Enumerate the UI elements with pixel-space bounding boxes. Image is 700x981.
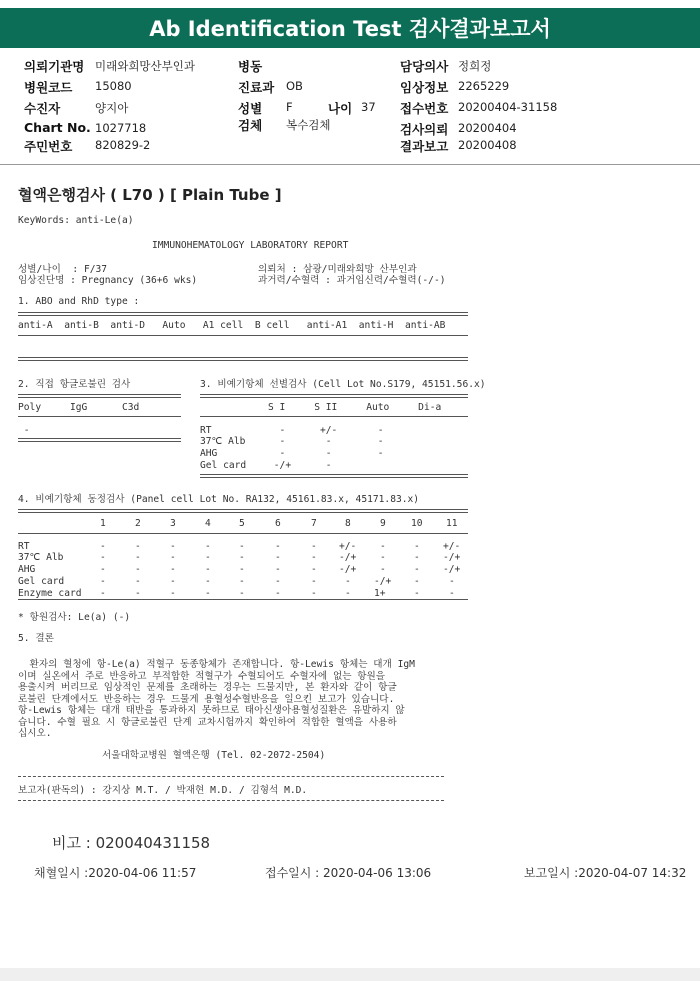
- dat-header: Poly IgG C3d: [18, 402, 140, 413]
- requester-line: 의뢰처 : 삼광/미래와희망 산부인과: [258, 264, 417, 275]
- panel-cell: -: [239, 552, 245, 563]
- panel-cell: -: [205, 552, 211, 563]
- panel-cell: -: [170, 552, 176, 563]
- conclusion-line: 십시오.: [18, 728, 52, 739]
- patient-label: 수진자: [24, 101, 61, 116]
- screen-row-name: RT: [200, 425, 212, 436]
- divider: [18, 312, 468, 316]
- panel-col-header: 1: [100, 518, 106, 529]
- divider: [18, 438, 181, 442]
- panel-cell: -: [100, 576, 106, 587]
- conclusion-line: 환자의 혈청에 항-Le(a) 적혈구 동종항체가 존재합니다. 항-Lewis 항체는 대개 IgM: [18, 659, 415, 670]
- panel-row-name: Enzyme card: [18, 588, 82, 599]
- panel-cell: -: [135, 588, 141, 599]
- conclusion-line: 용출시켜 버리므로 임상적인 문제를 초래하는 경우는 드물지만, 본 환자와 같이 항글: [18, 682, 397, 693]
- divider: [200, 416, 468, 417]
- panel-row-name: RT: [18, 541, 30, 552]
- dat-title: 2. 직접 항글로불린 검사: [18, 379, 131, 390]
- abo-title: 1. ABO and RhD type :: [18, 296, 140, 307]
- divider: [18, 416, 181, 417]
- report-title: Ab Identification Test 검사결과보고서: [0, 8, 700, 48]
- divider: [200, 394, 468, 398]
- reported-time: 보고일시 :2020-04-07 14:32: [524, 866, 687, 880]
- panel-row-name: AHG: [18, 564, 36, 575]
- divider: [18, 394, 181, 398]
- panel-cell: -: [380, 552, 386, 563]
- screen-title: 3. 비예기항체 선별검사 (Cell Lot No.S179, 45151.56.x): [200, 379, 486, 390]
- panel-cell: -: [170, 588, 176, 599]
- sex-label: 성별: [238, 101, 263, 116]
- conclusion-line: 항-Lewis 항체는 대개 태반을 통과하지 못하므로 태아신생아용혈성질환은 유발하지 않: [18, 705, 405, 716]
- panel-cell: -: [170, 541, 176, 552]
- report-date-label: 결과보고: [400, 139, 449, 154]
- screen-row-values: - - -: [268, 448, 384, 459]
- panel-cell: -: [100, 541, 106, 552]
- panel-cell: -: [135, 576, 141, 587]
- divider: [18, 533, 468, 534]
- divider: [18, 357, 468, 361]
- panel-col-header: 7: [311, 518, 317, 529]
- panel-col-header: 2: [135, 518, 141, 529]
- panel-cell: -: [345, 576, 351, 587]
- panel-cell: -: [135, 564, 141, 575]
- conclusion-line: 로불린 단계에서도 반응하는 경우 드물게 용혈성수혈반응을 일으킨 보고가 있습니다.: [18, 693, 395, 705]
- org-label: 의뢰기관명: [24, 59, 85, 74]
- sex-age-line: 성별/나이 : F/37: [18, 264, 108, 275]
- code-label: 병원코드: [24, 80, 73, 95]
- panel-cell: 1+: [374, 588, 386, 599]
- panel-cell: -: [135, 552, 141, 563]
- report-date-value: 20200408: [458, 138, 517, 152]
- panel-cell: -/+: [339, 552, 357, 563]
- dept-value: OB: [286, 79, 303, 93]
- panel-cell: -: [414, 576, 420, 587]
- conclusion-title: 5. 결론: [18, 633, 54, 644]
- hospital-line: 서울대학교병원 혈액은행 (Tel. 02-2072-2504): [102, 750, 326, 761]
- age-label: 나이: [328, 101, 353, 116]
- panel-row-name: 37℃ Alb: [18, 552, 64, 563]
- panel-cell: -: [414, 564, 420, 575]
- panel-col-header: 8: [345, 518, 351, 529]
- panel-cell: -: [239, 576, 245, 587]
- panel-cell: -: [414, 541, 420, 552]
- panel-col-header: 11: [446, 518, 458, 529]
- panel-cell: -: [100, 552, 106, 563]
- panel-cell: -: [414, 552, 420, 563]
- screen-row-values: - +/- -: [268, 425, 384, 436]
- panel-cell: -: [275, 576, 281, 587]
- panel-cell: -: [311, 564, 317, 575]
- keywords: KeyWords: anti-Le(a): [18, 215, 134, 226]
- panel-cell: -: [275, 552, 281, 563]
- rrn-value: 820829-2: [95, 138, 151, 152]
- screen-row-values: - - -: [268, 436, 384, 447]
- screen-row-name: Gel card: [200, 460, 247, 471]
- panel-cell: -: [135, 541, 141, 552]
- received-time: 접수일시 : 2020-04-06 13:06: [265, 866, 432, 880]
- collect-time: 채혈일시 :2020-04-06 11:57: [34, 866, 197, 880]
- chart-label: Chart No.: [24, 120, 91, 135]
- patient-header: [0, 52, 700, 165]
- panel-cell: -/+: [374, 576, 392, 587]
- panel-cell: -: [275, 541, 281, 552]
- screen-header: S I S II Auto Di-a: [268, 402, 442, 413]
- doctor-value: 정희정: [458, 59, 492, 73]
- patient-value: 양지아: [95, 101, 129, 115]
- panel-cell: -: [205, 588, 211, 599]
- reporter-line: 보고자(판독의) : 강지상 M.T. / 박재현 M.D. / 김형석 M.D.: [18, 785, 308, 796]
- panel-cell: -: [170, 564, 176, 575]
- abo-header: anti-A anti-B anti-D Auto A1 cell B cell anti-A1 anti-H anti-AB: [18, 320, 446, 331]
- panel-col-header: 4: [205, 518, 211, 529]
- rrn-label: 주민번호: [24, 139, 73, 154]
- panel-cell: -: [345, 588, 351, 599]
- conclusion-line: 습니다. 수혈 필요 시 항글로불린 단계 교차시험까지 확인하여 적합한 혈액을 사용하: [18, 716, 397, 728]
- panel-col-header: 10: [411, 518, 423, 529]
- divider: [18, 599, 468, 600]
- panel-cell: -: [275, 564, 281, 575]
- panel-cell: -: [449, 588, 455, 599]
- receipt-label: 접수번호: [400, 101, 449, 116]
- panel-col-header: 9: [380, 518, 386, 529]
- panel-cell: -: [311, 588, 317, 599]
- receipt-value: 20200404-31158: [458, 100, 558, 114]
- panel-cell: -: [239, 541, 245, 552]
- divider: [18, 335, 468, 336]
- ward-label: 병동: [238, 59, 263, 74]
- divider: [200, 474, 468, 478]
- diagnosis-line: 임상진단명 : Pregnancy (36+6 wks): [18, 275, 198, 286]
- panel-cell: -: [275, 588, 281, 599]
- panel-cell: -: [311, 576, 317, 587]
- request-value: 20200404: [458, 121, 517, 135]
- specimen-label: 검체: [238, 118, 263, 133]
- clinical-label: 임상정보: [400, 80, 449, 95]
- panel-cell: +/-: [339, 541, 357, 552]
- panel-cell: -: [170, 576, 176, 587]
- panel-cell: -: [380, 564, 386, 575]
- history-line: 과거력/수혈력 : 과거임신력/수혈력(-/-): [258, 275, 446, 286]
- panel-cell: -: [205, 541, 211, 552]
- panel-cell: -/+: [339, 564, 357, 575]
- panel-col-header: 5: [239, 518, 245, 529]
- bottom-strip: [0, 968, 700, 981]
- panel-col-header: 6: [275, 518, 281, 529]
- code-value: 15080: [95, 79, 132, 93]
- screen-row-values: -/+ -: [268, 460, 332, 471]
- doctor-label: 담당의사: [400, 59, 449, 74]
- org-value: 미래와희망산부인과: [95, 59, 195, 73]
- divider: [18, 509, 468, 513]
- lab-title: IMMUNOHEMATOLOGY LABORATORY REPORT: [152, 240, 349, 251]
- antigen-line: * 항원검사: Le(a) (-): [18, 612, 131, 623]
- panel-title: 4. 비예기항체 동정검사 (Panel cell Lot No. RA132, 45161.83.x, 45171.83.x): [18, 494, 420, 505]
- panel-cell: -: [449, 576, 455, 587]
- chart-value: 1027718: [95, 121, 147, 135]
- panel-cell: -: [414, 588, 420, 599]
- divider: [18, 776, 444, 777]
- panel-cell: -: [205, 564, 211, 575]
- screen-row-name: AHG: [200, 448, 218, 459]
- request-label: 검사의뢰: [400, 122, 449, 137]
- panel-col-header: 3: [170, 518, 176, 529]
- panel-cell: -: [100, 564, 106, 575]
- section-title: 혈액은행검사 ( L70 ) [ Plain Tube ]: [18, 186, 282, 204]
- conclusion-line: 이며 실온에서 주로 반응하고 부적합한 적혈구가 수혈되어도 수혈자에 없는 항원을: [18, 670, 386, 682]
- panel-cell: -: [239, 588, 245, 599]
- dept-label: 진료과: [238, 80, 275, 95]
- panel-row-name: Gel card: [18, 576, 65, 587]
- divider: [18, 800, 444, 801]
- sex-value: F: [286, 100, 293, 114]
- panel-cell: -: [380, 541, 386, 552]
- specimen-value: 복수검체: [286, 118, 331, 132]
- panel-cell: -: [100, 588, 106, 599]
- note-line: 비고 : 020040431158: [52, 834, 211, 852]
- panel-cell: -: [311, 552, 317, 563]
- panel-cell: -/+: [443, 564, 461, 575]
- panel-cell: -/+: [443, 552, 461, 563]
- dat-value: -: [18, 425, 30, 436]
- screen-row-name: 37℃ Alb: [200, 436, 246, 447]
- panel-cell: +/-: [443, 541, 461, 552]
- panel-cell: -: [205, 576, 211, 587]
- age-value: 37: [361, 100, 376, 114]
- panel-cell: -: [311, 541, 317, 552]
- clinical-value: 2265229: [458, 79, 510, 93]
- panel-cell: -: [239, 564, 245, 575]
